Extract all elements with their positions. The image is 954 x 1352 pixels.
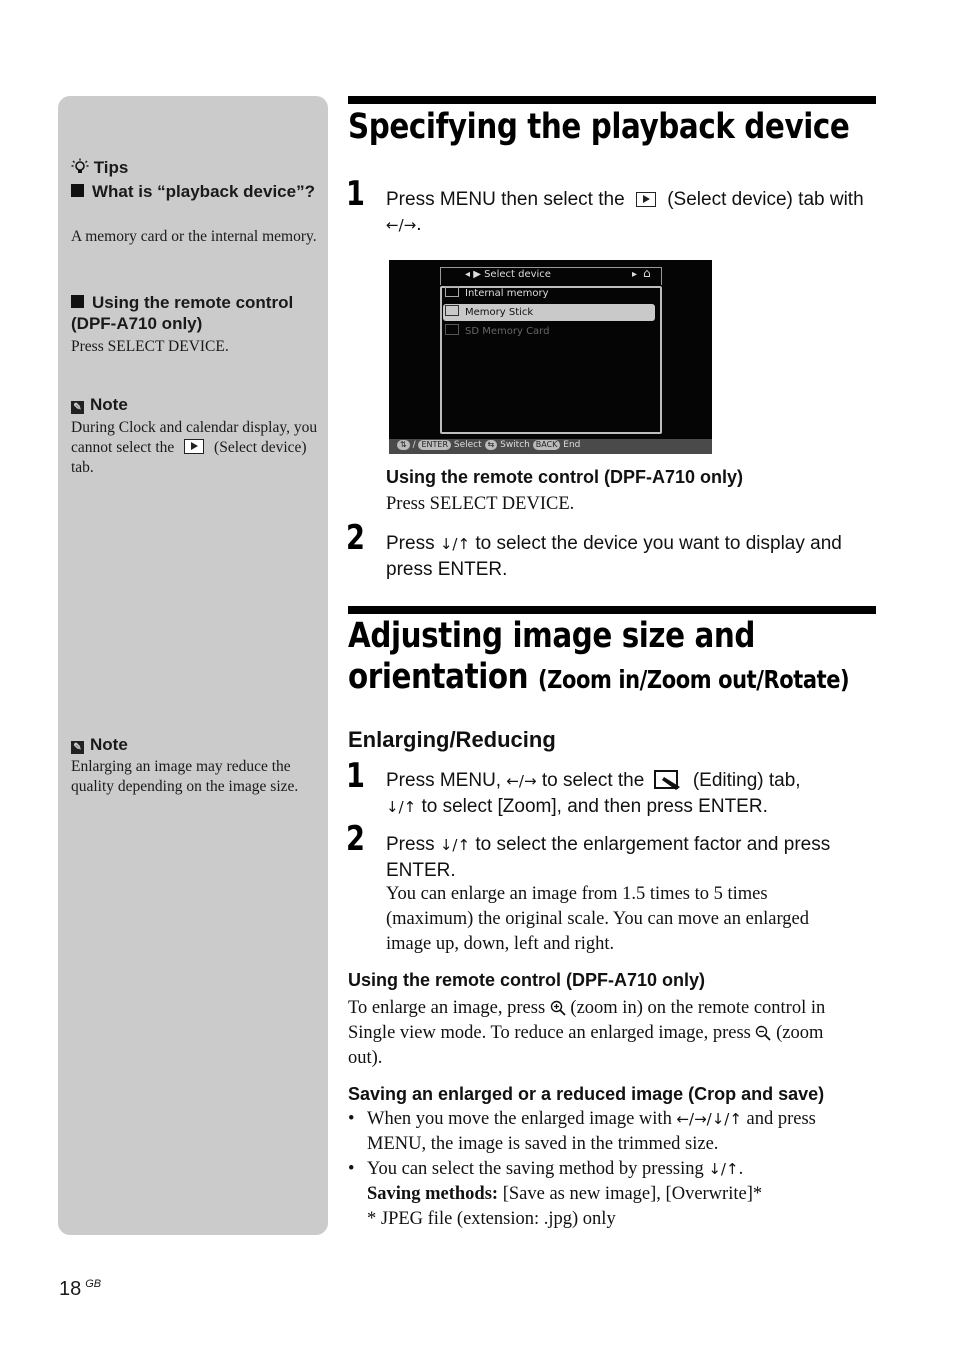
section1-title: Specifying the playback device [348,107,850,147]
note2-heading [71,734,321,755]
section2-title-small: (Zoom in/Zoom out/Rotate) [537,665,850,694]
crop-bullet-1: • When you move the enlarged image with ←/→/↓/↑ and press MENU, the image is saved in the trimmed size. [348,1109,816,1154]
tip1-heading [71,181,321,202]
section2-step2-body: You can enlarge an image from 1.5 times to 5 times (maximum) the original scale. You can move an enlarged image up, down, left and right. [386,884,809,954]
zoom-out-icon [755,1025,771,1041]
note1-body-post: (Select device) tab. [71,439,307,476]
section2-title-line2: orientation (Zoom in/Zoom out/Rotate) [348,657,850,697]
down-up-arrows-icon: ↓/↑ [708,1160,739,1178]
section2-step1-text: Press MENU, ←/→ to select the (Editing) tab, ↓/↑ to select [Zoom], and then press ENTER. [386,770,801,817]
tip2-title: Using the remote control (DPF-A710 only) [71,293,294,333]
region-code: GB [85,1278,102,1290]
enlarging-reducing-heading: Enlarging/Reducing [348,727,556,752]
toolbox-icon: ⌂ [643,266,651,280]
left-right-arrows-icon: ←/→ [506,772,537,790]
screen-item-sd-card[interactable]: SD Memory Card [445,323,549,340]
section2-step2-text: Press ↓/↑ to select the enlargement factor and press ENTER. [386,834,831,881]
screen-tab-label: ◂ ▶ Select device [465,269,551,280]
note2-body: Enlarging an image may reduce the quality depending on the image size. [71,758,299,795]
note1-body [71,418,321,478]
editing-tab-icon [654,769,684,791]
sd-card-icon [445,324,459,335]
section1-remote-heading: Using the remote control (DPF-A710 only) [386,467,744,487]
note1-body-pre: During Clock and calendar display, you cannot select the [71,419,318,456]
section2-remote-heading: Using the remote control (DPF-A710 only) [348,970,706,990]
section1-remote-body: Press SELECT DEVICE. [386,494,575,514]
tip2-body: Press SELECT DEVICE. [71,338,229,355]
down-up-arrows-icon: ↓/↑ [439,836,471,854]
section2-title-line1: Adjusting image size and [348,616,756,656]
select-device-screen [389,260,712,454]
crop-save-heading: Saving an enlarged or a reduced image (Crop and save) [348,1084,825,1104]
saving-methods-label: Saving methods: [367,1184,499,1204]
left-right-arrows-icon: ←/→ [386,216,417,234]
section2-remote-body: To enlarge an image, press (zoom in) on the remote control in Single view mode. To reduce an enlarged image, press (zoom out). [348,998,826,1068]
section1-step2-text: Press ↓/↑ to select the device you want to display and press ENTER. [386,533,842,580]
footnote: * JPEG file (extension: .jpg) only [367,1209,616,1229]
crop-bullet-2: • You can select the saving method by pressing ↓/↑. Saving methods: [Save as new image], [Overwrite]* * JPEG file (extension: .jpg) only [348,1159,763,1229]
section1-step2-number: 2 [346,518,365,558]
section1-rule [348,96,876,104]
step1-post: (Select device) tab with [667,189,864,210]
sidebar-panel [58,96,328,1235]
memory-stick-icon [445,305,459,316]
zoom-in-icon [550,1000,566,1016]
tips-heading [71,157,321,178]
play-tab-icon [636,192,656,207]
saving-methods-values: [Save as new image], [Overwrite]* [502,1184,763,1204]
tip1-body: A memory card or the internal memory. [71,228,317,245]
tips-title: Tips [93,158,129,177]
section1-step1-text: Press MENU then select the (Select device) tab with ←/→. [386,189,864,235]
page-number: 18 $^{GB}$ [59,1278,102,1300]
screen-item-memory-stick[interactable]: Memory Stick [445,304,533,321]
section2-step2-number: 2 [346,819,365,859]
direction-arrows-icon: ←/→/↓/↑ [676,1110,742,1128]
play-tab-icon [184,439,204,454]
lightbulb-icon [71,158,89,176]
screen-item-internal-memory[interactable]: Internal memory [445,285,549,302]
note1-title: Note [90,395,128,414]
note2-title: Note [90,735,128,754]
down-up-arrows-icon: ↓/↑ [439,535,471,553]
section2-rule [348,606,876,614]
section2-step1-number: 1 [346,756,365,796]
screen-help-bar [389,439,712,454]
down-up-arrows-icon: ↓/↑ [386,798,417,816]
note-icon: ✎ [71,741,84,754]
screen-help-text: ⇅ / ENTER Select ⇆ Switch BACK End [397,440,580,450]
screen-tab-right-icon: ▸ [632,269,638,280]
note-icon: ✎ [71,401,84,414]
note1-heading [71,394,321,415]
memory-icon [445,286,459,297]
tip1-title: What is “playback device”? [92,182,315,201]
step1-pre: Press MENU then select the [386,189,625,210]
section1-step1-number: 1 [346,174,365,214]
square-bullet-icon [71,295,84,308]
tip2-heading [71,292,321,334]
square-bullet-icon [71,184,84,197]
